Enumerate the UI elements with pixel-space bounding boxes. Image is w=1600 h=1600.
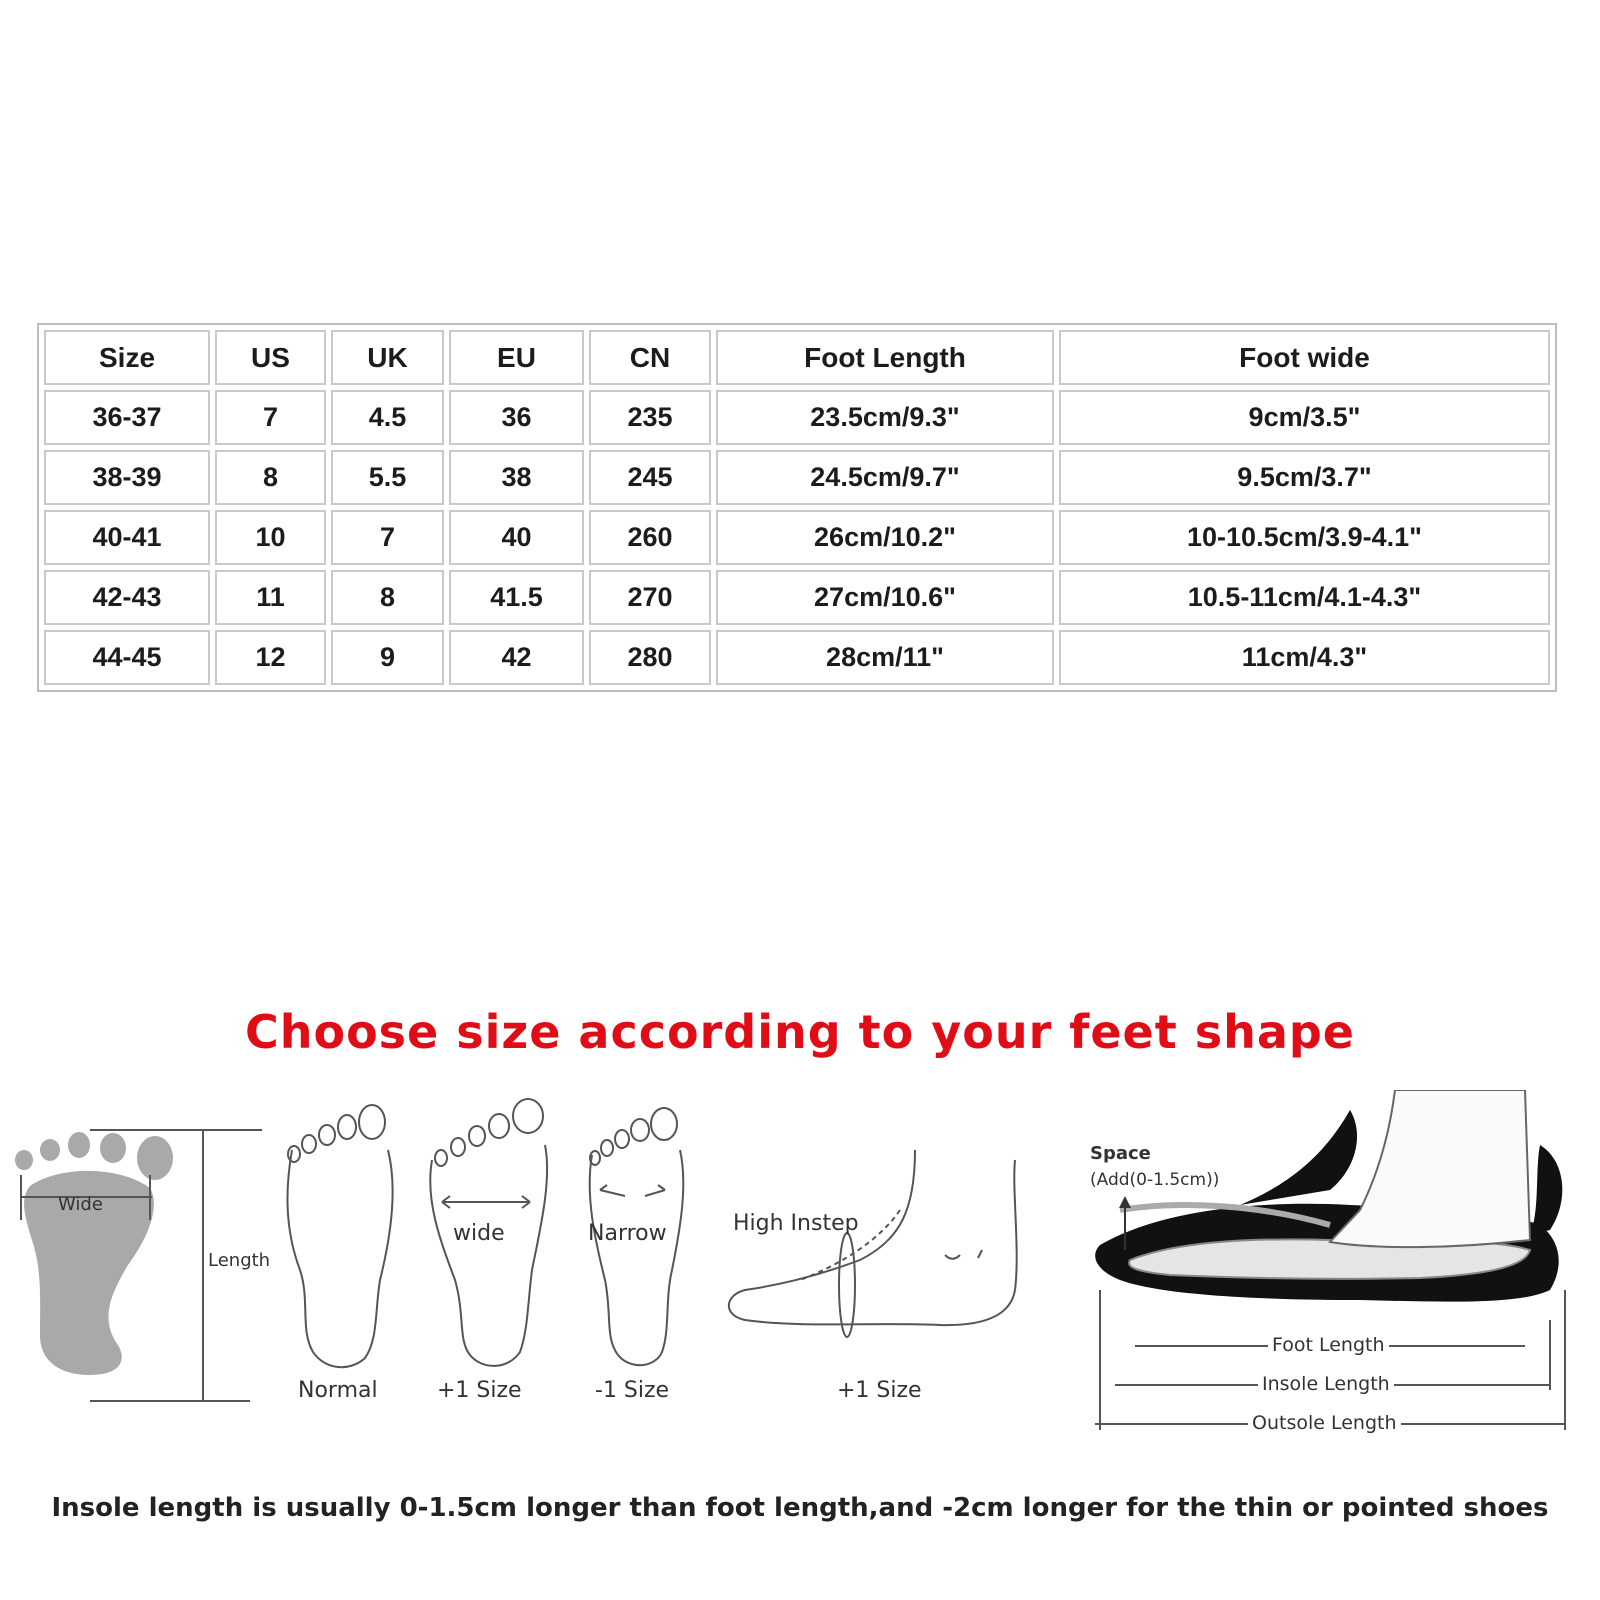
cell-foot-wide: 10.5-11cm/4.1-4.3" <box>1059 570 1550 625</box>
table-row <box>44 450 1550 505</box>
cell-cn: 280 <box>589 630 711 685</box>
outsole-length-label: Outsole Length <box>1248 1412 1401 1434</box>
cell-foot-wide: 10-10.5cm/3.9-4.1" <box>1059 510 1550 565</box>
table-row <box>44 630 1550 685</box>
foot-length-label: Foot Length <box>1268 1334 1389 1356</box>
cell-size: 38-39 <box>44 450 210 505</box>
header-foot-length: Foot Length <box>716 330 1054 385</box>
high-instep-foot-icon <box>729 1150 1017 1337</box>
cell-cn: 260 <box>589 510 711 565</box>
cell-uk: 4.5 <box>331 390 444 445</box>
cell-foot-wide: 11cm/4.3" <box>1059 630 1550 685</box>
cell-us: 12 <box>215 630 326 685</box>
feet-shape-headline: Choose size according to your feet shape <box>244 1005 1356 1059</box>
foot-shape-diagram <box>0 1090 1600 1460</box>
cell-eu: 40 <box>449 510 584 565</box>
cell-eu: 41.5 <box>449 570 584 625</box>
wide-size-label: +1 Size <box>437 1378 522 1403</box>
high-instep-label: High Instep <box>733 1211 859 1236</box>
cell-size: 44-45 <box>44 630 210 685</box>
normal-label: Normal <box>298 1378 378 1403</box>
header-size: Size <box>44 330 210 385</box>
size-table-header-row <box>44 330 1550 385</box>
cell-foot-length: 28cm/11" <box>716 630 1054 685</box>
insole-length-note: Insole length is usually 0-1.5cm longer than foot length,and -2cm longer for the thin or pointed shoes <box>51 1493 1549 1523</box>
cell-cn: 245 <box>589 450 711 505</box>
cell-uk: 8 <box>331 570 444 625</box>
narrow-label: Narrow <box>588 1221 667 1246</box>
shoe-cross-section-icon <box>1095 1090 1562 1302</box>
cell-us: 8 <box>215 450 326 505</box>
footprint-icon <box>15 1132 173 1375</box>
table-row <box>44 510 1550 565</box>
header-foot-wide: Foot wide <box>1059 330 1550 385</box>
cell-uk: 5.5 <box>331 450 444 505</box>
cell-foot-length: 27cm/10.6" <box>716 570 1054 625</box>
cell-uk: 7 <box>331 510 444 565</box>
cell-foot-length: 23.5cm/9.3" <box>716 390 1054 445</box>
header-us: US <box>215 330 326 385</box>
table-row <box>44 570 1550 625</box>
length-label: Length <box>208 1250 271 1271</box>
normal-foot-icon <box>287 1105 392 1367</box>
cell-size: 42-43 <box>44 570 210 625</box>
cell-eu: 42 <box>449 630 584 685</box>
cell-foot-wide: 9.5cm/3.7" <box>1059 450 1550 505</box>
cell-us: 11 <box>215 570 326 625</box>
cell-foot-length: 24.5cm/9.7" <box>716 450 1054 505</box>
cell-foot-wide: 9cm/3.5" <box>1059 390 1550 445</box>
cell-us: 7 <box>215 390 326 445</box>
cell-uk: 9 <box>331 630 444 685</box>
header-uk: UK <box>331 330 444 385</box>
cell-cn: 270 <box>589 570 711 625</box>
cell-eu: 38 <box>449 450 584 505</box>
wide-label: Wide <box>58 1194 103 1215</box>
wide-foot-label: wide <box>453 1221 505 1246</box>
narrow-size-label: -1 Size <box>595 1378 670 1403</box>
header-cn: CN <box>589 330 711 385</box>
shoe-measure-lines <box>1095 1290 1565 1430</box>
high-instep-size-label: +1 Size <box>837 1378 922 1403</box>
space-label: Space <box>1090 1143 1151 1164</box>
table-row <box>44 390 1550 445</box>
cell-cn: 235 <box>589 390 711 445</box>
size-chart-table <box>37 323 1557 692</box>
insole-length-label: Insole Length <box>1258 1373 1394 1395</box>
cell-foot-length: 26cm/10.2" <box>716 510 1054 565</box>
space-note: (Add(0-1.5cm)) <box>1090 1170 1220 1190</box>
cell-us: 10 <box>215 510 326 565</box>
cell-size: 36-37 <box>44 390 210 445</box>
cell-eu: 36 <box>449 390 584 445</box>
header-eu: EU <box>449 330 584 385</box>
cell-size: 40-41 <box>44 510 210 565</box>
